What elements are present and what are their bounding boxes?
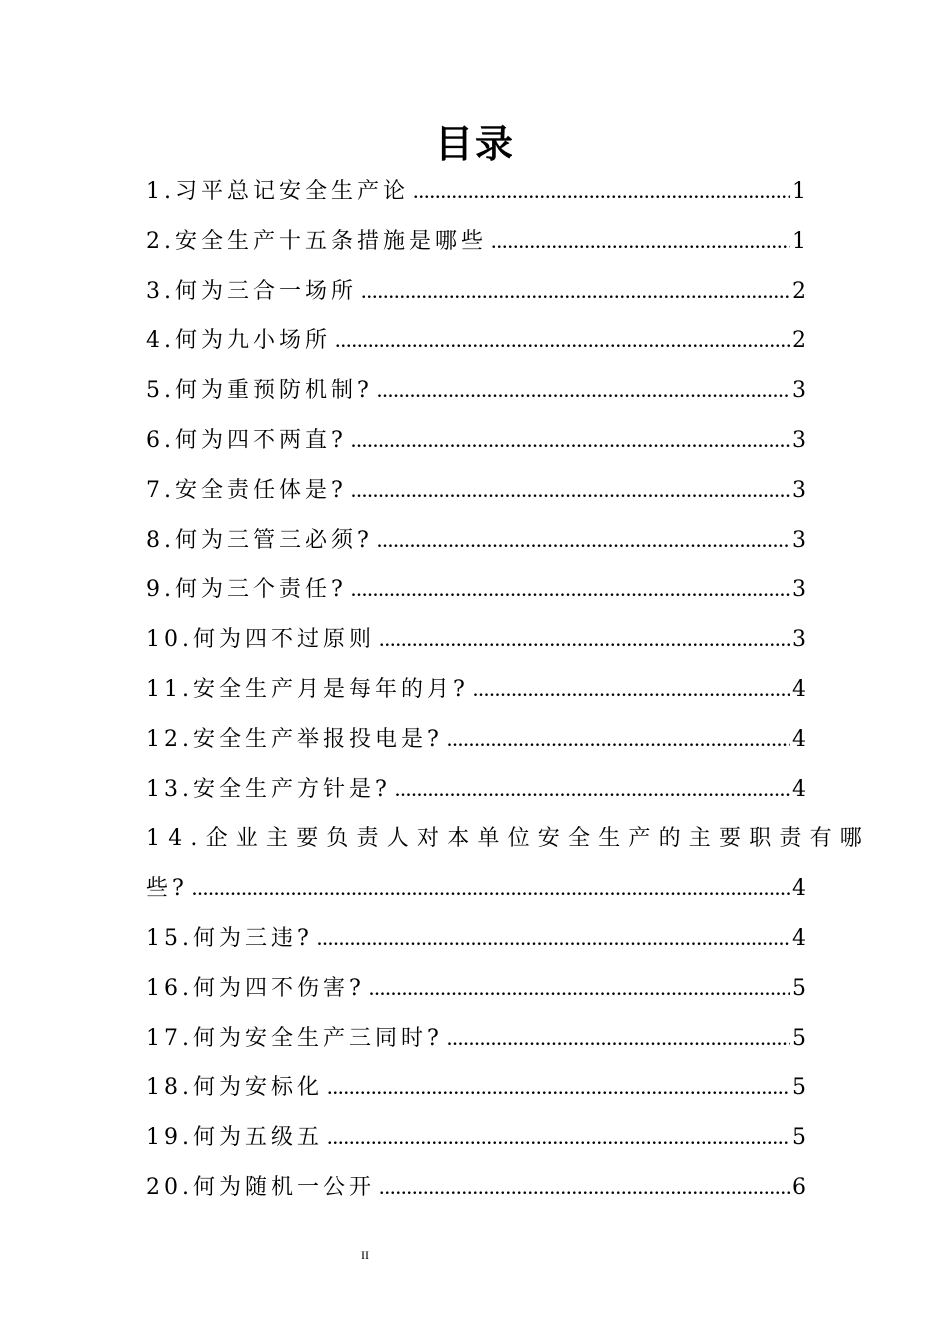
- toc-entry-3[interactable]: [146, 274, 806, 324]
- toc-leader-dots: [327, 1124, 790, 1150]
- toc-entry-label: 16.何为四不伤害?: [146, 975, 365, 1001]
- toc-entry-page: 4: [792, 925, 806, 951]
- toc-entry-page: 1: [792, 228, 806, 254]
- toc-leader-dots: [369, 975, 790, 1001]
- toc-entry-label: 17.何为安全生产三同时?: [146, 1025, 443, 1051]
- toc-leader-dots: [395, 776, 790, 802]
- toc-title: 目录: [434, 121, 515, 166]
- toc-entry-label: 10.何为四不过原则: [146, 627, 375, 653]
- toc-entry-18[interactable]: [146, 1070, 806, 1120]
- toc-leader-dots: [317, 925, 790, 951]
- toc-entry-7[interactable]: [146, 473, 806, 523]
- toc-entry-label: 4.何为九小场所: [146, 328, 331, 354]
- toc-entry-label: 5.何为重预防机制?: [146, 378, 373, 404]
- toc-entry-label: 13.安全生产方针是?: [146, 776, 391, 802]
- toc-entry-page: 6: [792, 1174, 806, 1200]
- toc-entry-page: 3: [792, 577, 806, 603]
- toc-leader-dots: [192, 875, 790, 901]
- toc-entry-label: 18.何为安标化: [146, 1075, 323, 1101]
- toc-entry-13[interactable]: [146, 772, 806, 822]
- toc-entry-17[interactable]: [146, 1021, 806, 1071]
- toc-entry-1[interactable]: [146, 174, 806, 224]
- toc-leader-dots: [351, 427, 790, 453]
- toc-entry-16[interactable]: [146, 971, 806, 1021]
- toc-leader-dots: [447, 1025, 790, 1051]
- toc-entry-page: 4: [792, 876, 806, 902]
- toc-entry-4[interactable]: [146, 323, 806, 373]
- toc-entry-page: 3: [792, 627, 806, 653]
- toc-leader-dots: [473, 676, 790, 702]
- toc-leader-dots: [413, 178, 790, 204]
- toc-entry-label: 7.安全责任体是?: [146, 477, 347, 503]
- toc-entry-page: 3: [792, 477, 806, 503]
- toc-leader-dots: [377, 377, 790, 403]
- toc-entry-page: 4: [792, 726, 806, 752]
- toc-entry-8[interactable]: [146, 523, 806, 573]
- toc-entry-label: 9.何为三个责任?: [146, 577, 347, 603]
- toc-entry-2[interactable]: [146, 224, 806, 274]
- toc-entry-page: 3: [792, 378, 806, 404]
- toc-leader-dots: [379, 1174, 790, 1200]
- toc-entry-page: 3: [792, 527, 806, 553]
- toc-entry-page: 4: [792, 676, 806, 702]
- toc-entry-page: 5: [792, 1025, 806, 1051]
- toc-entry-9[interactable]: [146, 572, 806, 622]
- toc-leader-dots: [361, 278, 790, 304]
- toc-entry-label: 3.何为三合一场所: [146, 278, 357, 304]
- toc-entry-page: 5: [792, 975, 806, 1001]
- toc-entry-label: 11.安全生产月是每年的月?: [146, 676, 469, 702]
- toc-entry-page: 1: [792, 179, 806, 204]
- toc-leader-dots: [335, 327, 790, 353]
- toc-entry-page: 4: [792, 776, 806, 802]
- toc-leader-dots: [491, 228, 790, 254]
- toc-entry-20[interactable]: [146, 1170, 806, 1220]
- toc-entry-label: 19.何为五级五: [146, 1125, 323, 1151]
- toc-leader-dots: [351, 477, 790, 503]
- toc-entry-page: 2: [792, 278, 806, 304]
- toc-entry-14-line-1[interactable]: [146, 821, 870, 871]
- toc-entry-page: 5: [792, 1125, 806, 1151]
- toc-entry-label: 14.企业主要负责人对本单位安全生产的主要职责有哪: [146, 826, 870, 852]
- table-of-contents: [146, 174, 870, 1220]
- toc-entry-label: 6.何为四不两直?: [146, 427, 347, 453]
- toc-leader-dots: [327, 1074, 790, 1100]
- toc-entry-14-line-2[interactable]: [146, 871, 806, 921]
- toc-entry-label: 8.何为三管三必须?: [146, 527, 373, 553]
- toc-leader-dots: [351, 576, 790, 602]
- toc-entry-label: 1.习平总记安全生产论: [146, 179, 409, 204]
- toc-entry-page: 3: [792, 427, 806, 453]
- toc-leader-dots: [377, 527, 790, 553]
- toc-entry-6[interactable]: [146, 423, 806, 473]
- toc-entry-label: 20.何为随机一公开: [146, 1174, 375, 1200]
- toc-entry-10[interactable]: [146, 622, 806, 672]
- toc-entry-label: 12.安全生产举报投电是?: [146, 726, 443, 752]
- toc-entry-label: 些?: [146, 876, 188, 902]
- toc-entry-label: 15.何为三违?: [146, 925, 313, 951]
- toc-entry-page: 5: [792, 1075, 806, 1101]
- toc-entry-label: 2.安全生产十五条措施是哪些: [146, 228, 487, 254]
- toc-leader-dots: [379, 626, 790, 652]
- toc-entry-15[interactable]: [146, 921, 806, 971]
- toc-entry-5[interactable]: [146, 373, 806, 423]
- toc-entry-page: 2: [792, 328, 806, 354]
- toc-entry-12[interactable]: [146, 722, 806, 772]
- toc-entry-19[interactable]: [146, 1120, 806, 1170]
- footer-page-number: II: [361, 1248, 369, 1262]
- toc-leader-dots: [447, 726, 790, 752]
- toc-entry-11[interactable]: [146, 672, 806, 722]
